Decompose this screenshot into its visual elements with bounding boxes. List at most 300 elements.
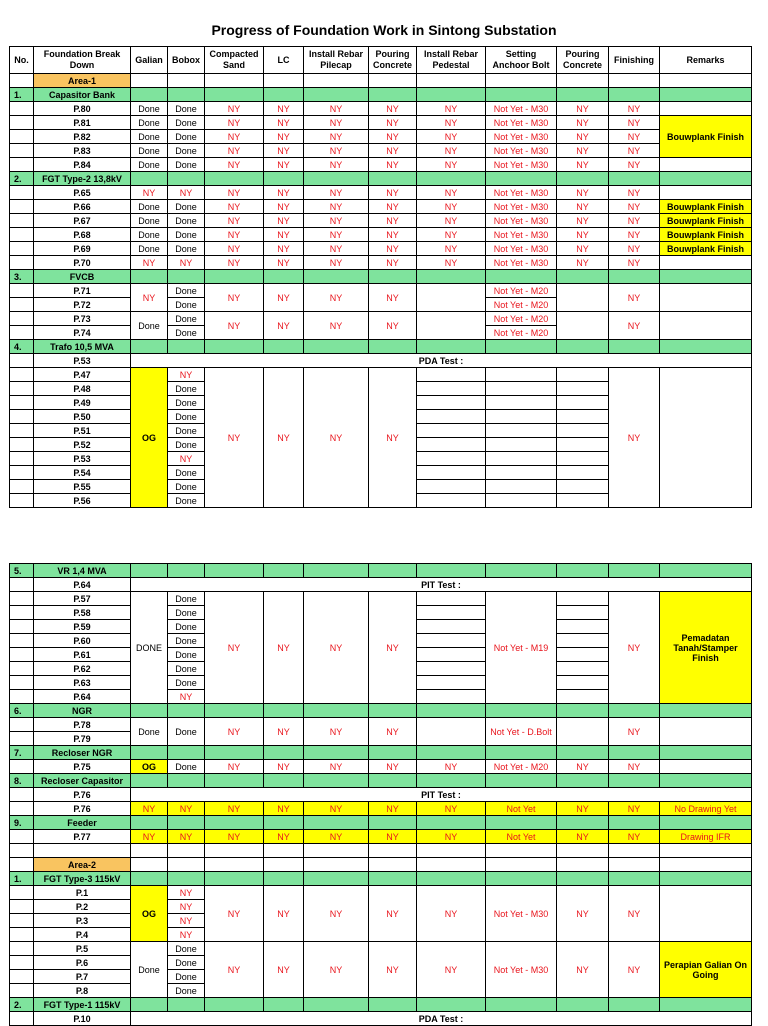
section-row <box>10 88 752 102</box>
table-row <box>10 718 752 732</box>
status-cell: NY <box>557 144 609 158</box>
item-label: P.53 <box>34 452 131 466</box>
item-label: P.50 <box>34 410 131 424</box>
cell <box>557 312 609 340</box>
status-cell: NY <box>369 130 417 144</box>
item-label: P.65 <box>34 186 131 200</box>
status-cell: NY <box>304 760 369 774</box>
section-name: Trafo 10,5 MVA <box>34 340 131 354</box>
bobox-cell: Done <box>168 606 205 620</box>
section-number: 6. <box>10 704 34 718</box>
status-cell: NY <box>369 186 417 200</box>
remarks-cell <box>660 760 752 774</box>
pit-test-label: PIT Test : <box>131 788 752 802</box>
remarks-cell <box>660 256 752 270</box>
section-row <box>10 172 752 186</box>
anchor-cell: Not Yet - M30 <box>486 886 557 942</box>
status-cell: NY <box>304 312 369 340</box>
status-cell: NY <box>264 256 304 270</box>
remarks-cell <box>660 368 752 508</box>
table-row <box>10 116 752 130</box>
status-cell: NY <box>609 116 660 130</box>
anchor-cell: Not Yet - M30 <box>486 200 557 214</box>
galian-cell: NY <box>131 256 168 270</box>
status-cell: NY <box>557 102 609 116</box>
bobox-cell: NY <box>168 452 205 466</box>
status-cell: NY <box>369 242 417 256</box>
bobox-cell: Done <box>168 620 205 634</box>
bobox-cell: Done <box>168 466 205 480</box>
galian-cell: Done <box>131 214 168 228</box>
item-label: P.81 <box>34 116 131 130</box>
status-cell: NY <box>264 312 304 340</box>
status-cell: NY <box>264 102 304 116</box>
status-cell: NY <box>417 942 486 998</box>
galian-cell: Done <box>131 718 168 746</box>
status-cell: NY <box>557 214 609 228</box>
galian-cell: OG <box>131 886 168 942</box>
table-row <box>10 760 752 774</box>
table-row <box>10 256 752 270</box>
item-label: P.4 <box>34 928 131 942</box>
status-cell: NY <box>264 830 304 844</box>
status-cell: NY <box>304 256 369 270</box>
bobox-cell: NY <box>168 928 205 942</box>
bobox-cell: Done <box>168 200 205 214</box>
status-cell: NY <box>205 200 264 214</box>
section-number: 1. <box>10 872 34 886</box>
bobox-cell: Done <box>168 634 205 648</box>
item-label: P.54 <box>34 466 131 480</box>
header-cell: Foundation Break Down <box>34 47 131 74</box>
cell <box>557 284 609 312</box>
item-label: P.5 <box>34 942 131 956</box>
anchor-cell: Not Yet - M30 <box>486 214 557 228</box>
status-cell: NY <box>369 102 417 116</box>
status-cell: NY <box>205 284 264 312</box>
table-row <box>10 592 752 606</box>
table-row <box>10 1012 752 1026</box>
status-cell: NY <box>417 214 486 228</box>
item-label: P.76 <box>34 802 131 816</box>
status-cell: NY <box>557 256 609 270</box>
status-cell: NY <box>304 830 369 844</box>
section-row <box>10 774 752 788</box>
status-cell: NY <box>609 214 660 228</box>
item-label: P.72 <box>34 298 131 312</box>
anchor-cell: Not Yet - M30 <box>486 256 557 270</box>
galian-cell: Done <box>131 158 168 172</box>
cell <box>486 74 557 88</box>
status-cell: NY <box>609 102 660 116</box>
anchor-cell: Not Yet - M30 <box>486 102 557 116</box>
remarks-cell: Bouwplank Finish <box>660 242 752 256</box>
section-row <box>10 816 752 830</box>
cell <box>609 74 660 88</box>
status-cell: NY <box>304 368 369 508</box>
remarks-cell <box>660 886 752 942</box>
bobox-cell: NY <box>168 186 205 200</box>
section-row <box>10 998 752 1012</box>
header-cell: Pouring Concrete <box>369 47 417 74</box>
bobox-cell: Done <box>168 648 205 662</box>
galian-cell: NY <box>131 284 168 312</box>
remarks-cell <box>660 186 752 200</box>
section-name: FVCB <box>34 270 131 284</box>
status-cell: NY <box>369 886 417 942</box>
bobox-cell: Done <box>168 242 205 256</box>
status-cell: NY <box>205 942 264 998</box>
status-cell: NY <box>557 158 609 172</box>
table-row <box>10 102 752 116</box>
item-label: P.68 <box>34 228 131 242</box>
galian-cell: Done <box>131 200 168 214</box>
remarks-cell: Drawing IFR <box>660 830 752 844</box>
bobox-cell: Done <box>168 480 205 494</box>
remarks-cell <box>660 284 752 312</box>
status-cell: NY <box>417 886 486 942</box>
table-row <box>10 788 752 802</box>
bobox-cell: NY <box>168 368 205 382</box>
status-cell: NY <box>609 718 660 746</box>
anchor-cell: Not Yet - M30 <box>486 186 557 200</box>
item-label: P.58 <box>34 606 131 620</box>
bobox-cell: NY <box>168 690 205 704</box>
item-label: P.74 <box>34 326 131 340</box>
progress-table-upper <box>9 46 752 508</box>
status-cell: NY <box>609 802 660 816</box>
item-label: P.2 <box>34 900 131 914</box>
galian-cell: NY <box>131 186 168 200</box>
bobox-cell: NY <box>168 886 205 900</box>
bobox-cell: Done <box>168 718 205 746</box>
status-cell: NY <box>264 186 304 200</box>
status-cell: NY <box>264 242 304 256</box>
cell <box>417 312 486 340</box>
item-label: P.60 <box>34 634 131 648</box>
anchor-cell: Not Yet - M30 <box>486 116 557 130</box>
status-cell: NY <box>609 830 660 844</box>
status-cell: NY <box>609 200 660 214</box>
cell <box>557 592 609 606</box>
section-name: FGT Type-1 115kV <box>34 998 131 1012</box>
header-cell: Bobox <box>168 47 205 74</box>
item-label: P.66 <box>34 200 131 214</box>
bobox-cell: Done <box>168 942 205 956</box>
status-cell: NY <box>609 228 660 242</box>
item-label: P.82 <box>34 130 131 144</box>
remarks-cell: No Drawing Yet <box>660 802 752 816</box>
bobox-cell: Done <box>168 592 205 606</box>
status-cell: NY <box>205 242 264 256</box>
status-cell: NY <box>417 186 486 200</box>
status-cell: NY <box>417 130 486 144</box>
status-cell: NY <box>369 718 417 746</box>
status-cell: NY <box>205 116 264 130</box>
table-row <box>10 578 752 592</box>
status-cell: NY <box>264 592 304 704</box>
cell <box>557 74 609 88</box>
header-cell: No. <box>10 47 34 74</box>
header-cell: Finishing <box>609 47 660 74</box>
status-cell: NY <box>304 144 369 158</box>
cell <box>369 74 417 88</box>
pit-test-label: PIT Test : <box>131 578 752 592</box>
bobox-cell: Done <box>168 116 205 130</box>
item-label: P.3 <box>34 914 131 928</box>
status-cell: NY <box>557 242 609 256</box>
area-row <box>10 74 752 88</box>
item-label: P.79 <box>34 732 131 746</box>
galian-cell: Done <box>131 942 168 998</box>
table-row <box>10 214 752 228</box>
bobox-cell: Done <box>168 284 205 298</box>
item-label: P.80 <box>34 102 131 116</box>
cell <box>304 74 369 88</box>
table-row <box>10 130 752 144</box>
status-cell: NY <box>369 144 417 158</box>
header-cell: LC <box>264 47 304 74</box>
section-number: 1. <box>10 88 34 102</box>
bobox-cell: NY <box>168 802 205 816</box>
item-label: P.53 <box>34 354 131 368</box>
galian-cell: OG <box>131 368 168 508</box>
cell <box>417 284 486 312</box>
status-cell: NY <box>609 256 660 270</box>
status-cell: NY <box>264 284 304 312</box>
bobox-cell: Done <box>168 760 205 774</box>
bobox-cell: Done <box>168 984 205 998</box>
status-cell: NY <box>205 802 264 816</box>
cell <box>417 718 486 746</box>
status-cell: NY <box>304 214 369 228</box>
status-cell: NY <box>369 158 417 172</box>
item-label: P.76 <box>34 788 131 802</box>
status-cell: NY <box>264 214 304 228</box>
status-cell: NY <box>609 760 660 774</box>
status-cell: NY <box>304 886 369 942</box>
bobox-cell: Done <box>168 214 205 228</box>
status-cell: NY <box>264 228 304 242</box>
status-cell: NY <box>369 284 417 312</box>
status-cell: NY <box>557 186 609 200</box>
section-row <box>10 270 752 284</box>
status-cell: NY <box>417 116 486 130</box>
bobox-cell: Done <box>168 326 205 340</box>
bobox-cell: Done <box>168 676 205 690</box>
remarks-cell: Bouwplank Finish <box>660 214 752 228</box>
status-cell: NY <box>304 718 369 746</box>
cell <box>168 74 205 88</box>
bobox-cell: Done <box>168 396 205 410</box>
item-label: P.47 <box>34 368 131 382</box>
item-label: P.10 <box>34 1012 131 1026</box>
status-cell: NY <box>557 228 609 242</box>
status-cell: NY <box>609 158 660 172</box>
section-name: NGR <box>34 704 131 718</box>
anchor-cell: Not Yet - D.Bolt <box>486 718 557 746</box>
status-cell: NY <box>369 312 417 340</box>
cell <box>417 368 486 382</box>
status-cell: NY <box>205 256 264 270</box>
bobox-cell: Done <box>168 970 205 984</box>
table-row <box>10 158 752 172</box>
status-cell: NY <box>264 144 304 158</box>
bobox-cell: NY <box>168 830 205 844</box>
bobox-cell: Done <box>168 312 205 326</box>
status-cell: NY <box>304 200 369 214</box>
cell <box>417 74 486 88</box>
bobox-cell: Done <box>168 494 205 508</box>
anchor-cell: Not Yet <box>486 802 557 816</box>
table-row <box>10 354 752 368</box>
anchor-cell: Not Yet <box>486 830 557 844</box>
table-row <box>10 312 752 326</box>
cell <box>557 718 609 746</box>
remarks-cell <box>660 102 752 116</box>
section-row <box>10 564 752 578</box>
status-cell: NY <box>557 886 609 942</box>
status-cell: NY <box>205 214 264 228</box>
status-cell: NY <box>205 102 264 116</box>
section-name: Recloser Capasitor <box>34 774 131 788</box>
item-label: P.70 <box>34 256 131 270</box>
cell <box>131 74 168 88</box>
status-cell: NY <box>417 228 486 242</box>
bobox-cell: Done <box>168 228 205 242</box>
table-row <box>10 802 752 816</box>
section-name: Feeder <box>34 816 131 830</box>
header-cell: Pouring Concrete <box>557 47 609 74</box>
remarks-cell <box>660 158 752 172</box>
item-label: P.77 <box>34 830 131 844</box>
status-cell: NY <box>417 102 486 116</box>
bobox-cell: NY <box>168 914 205 928</box>
anchor-cell: Not Yet - M20 <box>486 760 557 774</box>
status-cell: NY <box>304 116 369 130</box>
item-label: P.59 <box>34 620 131 634</box>
table-row <box>10 844 752 858</box>
anchor-cell: Not Yet - M30 <box>486 144 557 158</box>
section-name: Capasitor Bank <box>34 88 131 102</box>
galian-cell: Done <box>131 102 168 116</box>
status-cell: NY <box>264 942 304 998</box>
status-cell: NY <box>304 942 369 998</box>
anchor-cell: Not Yet - M30 <box>486 228 557 242</box>
status-cell: NY <box>557 760 609 774</box>
cell <box>205 74 264 88</box>
status-cell: NY <box>264 760 304 774</box>
status-cell: NY <box>205 830 264 844</box>
page-title: Progress of Foundation Work in Sintong Substation <box>211 22 557 38</box>
status-cell: NY <box>369 214 417 228</box>
item-label: P.67 <box>34 214 131 228</box>
remarks-cell <box>660 718 752 746</box>
status-cell: NY <box>369 228 417 242</box>
anchor-cell: Not Yet - M30 <box>486 942 557 998</box>
status-cell: NY <box>557 116 609 130</box>
status-cell: NY <box>264 802 304 816</box>
status-cell: NY <box>417 802 486 816</box>
item-label: P.63 <box>34 676 131 690</box>
item-label: P.64 <box>34 690 131 704</box>
anchor-cell: Not Yet - M19 <box>486 592 557 704</box>
item-label: P.52 <box>34 438 131 452</box>
galian-cell: Done <box>131 228 168 242</box>
table-row <box>10 942 752 956</box>
item-label: P.61 <box>34 648 131 662</box>
status-cell: NY <box>304 592 369 704</box>
status-cell: NY <box>205 718 264 746</box>
section-number: 4. <box>10 340 34 354</box>
status-cell: NY <box>609 144 660 158</box>
item-label: P.7 <box>34 970 131 984</box>
item-label: P.55 <box>34 480 131 494</box>
header-cell: Compacted Sand <box>205 47 264 74</box>
status-cell: NY <box>304 284 369 312</box>
section-name: FGT Type-3 115kV <box>34 872 131 886</box>
item-label: P.78 <box>34 718 131 732</box>
anchor-cell: Not Yet - M20 <box>486 284 557 298</box>
galian-cell: NY <box>131 802 168 816</box>
status-cell: NY <box>205 760 264 774</box>
remarks-cell: Bouwplank Finish <box>660 116 752 158</box>
item-label: P.56 <box>34 494 131 508</box>
item-label: P.64 <box>34 578 131 592</box>
remarks-cell: Perapian Galian On Going <box>660 942 752 998</box>
status-cell: NY <box>609 284 660 312</box>
item-label: P.8 <box>34 984 131 998</box>
status-cell: NY <box>557 130 609 144</box>
bobox-cell: Done <box>168 662 205 676</box>
status-cell: NY <box>557 802 609 816</box>
table-row <box>10 144 752 158</box>
header-cell: Install Rebar Pilecap <box>304 47 369 74</box>
header-cell: Remarks <box>660 47 752 74</box>
status-cell: NY <box>304 130 369 144</box>
table-row <box>10 886 752 900</box>
table-row <box>10 284 752 298</box>
status-cell: NY <box>205 592 264 704</box>
status-cell: NY <box>304 228 369 242</box>
anchor-cell: Not Yet - M20 <box>486 298 557 312</box>
table-row <box>10 186 752 200</box>
status-cell: NY <box>417 158 486 172</box>
status-cell: NY <box>369 942 417 998</box>
section-number: 9. <box>10 816 34 830</box>
bobox-cell: NY <box>168 900 205 914</box>
item-label: P.75 <box>34 760 131 774</box>
status-cell: NY <box>609 368 660 508</box>
anchor-cell: Not Yet - M30 <box>486 130 557 144</box>
status-cell: NY <box>609 312 660 340</box>
cell <box>264 74 304 88</box>
status-cell: NY <box>205 158 264 172</box>
header-cell: Install Rebar Pedestal <box>417 47 486 74</box>
galian-cell: OG <box>131 760 168 774</box>
status-cell: NY <box>264 116 304 130</box>
status-cell: NY <box>609 886 660 942</box>
anchor-cell: Not Yet - M20 <box>486 312 557 326</box>
bobox-cell: Done <box>168 382 205 396</box>
bobox-cell: Done <box>168 956 205 970</box>
status-cell: NY <box>417 200 486 214</box>
bobox-cell: Done <box>168 410 205 424</box>
status-cell: NY <box>304 242 369 256</box>
galian-cell: Done <box>131 130 168 144</box>
table-row <box>10 200 752 214</box>
item-label: P.49 <box>34 396 131 410</box>
